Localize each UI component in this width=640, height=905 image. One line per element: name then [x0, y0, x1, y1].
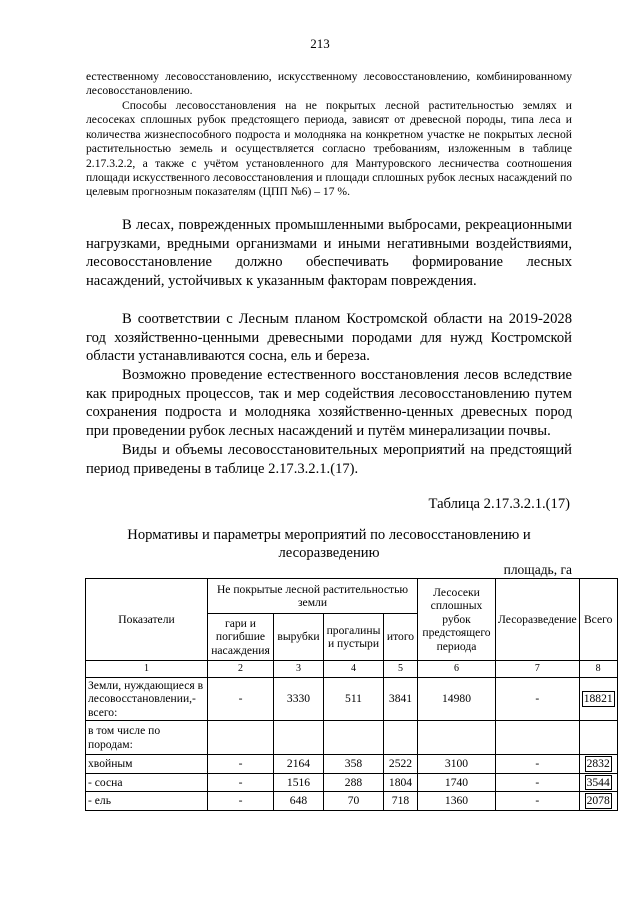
column-number: 4	[324, 661, 384, 678]
header-afforestation: Лесоразведение	[496, 579, 580, 661]
total-value: 2832	[586, 757, 610, 770]
table-cell: -	[208, 677, 274, 721]
unit-label: площадь, га	[503, 562, 572, 577]
table-cell	[418, 721, 496, 755]
table-cell	[274, 721, 324, 755]
table-cell: 1740	[418, 773, 496, 792]
table-cell: -	[496, 773, 580, 792]
total-value: 18821	[583, 692, 613, 705]
table-cell: 718	[384, 792, 418, 811]
header-clearings: вырубки	[274, 614, 324, 661]
table-cell: 1516	[274, 773, 324, 792]
row-label: хвойным	[86, 755, 208, 774]
table-cell	[579, 792, 617, 811]
column-number: 6	[418, 661, 496, 678]
table-cell: 3100	[418, 755, 496, 774]
header-glades: прогалины и пустыри	[324, 614, 384, 661]
paragraph-2: Способы лесовосстановления на не покрытых лесной растительностью землях и лесосеках сплошных рубок предстоящего периода, зависят от древесной породы, типа леса и количества жизнеспособного подроста и молодняка на конкретном участке не покрытых лесной растительностью земель и осуществляется согласно требованиям, изложенным в таблице 2.17.3.2.2, а также с учётом установленного для Мантуровского лесничества соотношения площади искусственного лесовосстановления и площади сплошных рубок лесных насаждений по целевым прогнозным показателям (ЦПП №6) – 17 %.	[86, 99, 572, 199]
header-cutting-areas: Лесосеки сплошных рубок предстоящего периода	[418, 579, 496, 661]
table-row	[86, 677, 618, 721]
table-cell	[324, 721, 384, 755]
header-uncovered: Не покрытые лесной растительностью земли	[208, 579, 418, 614]
table-cell: 288	[324, 773, 384, 792]
table-cell	[579, 677, 617, 721]
paragraph-4: В соответствии с Лесным планом Костромской области на 2019-2028 год хозяйственно-ценными древесными породами для нужд Костромской области устанавливаются сосна, ель и береза.	[86, 311, 572, 364]
table-cell	[579, 773, 617, 792]
paragraph-3: В лесах, поврежденных промышленными выбросами, рекреационными нагрузками, вредными организмами и иными негативными воздействиями, лесовосстановление должно обеспечивать формирование лесных насаждений, устойчивых к указанным факторам повреждения.	[86, 217, 572, 289]
table-row	[86, 773, 618, 792]
table-cell: -	[496, 755, 580, 774]
paragraph-5: Возможно проведение естественного восстановления лесов вследствие как природных процессов, так и мер содействия лесовосстановлению путем сохранения подроста и молодняка хозяйственно-ценных древесных пород при проведении рубок лесных насаждений и путём минерализации почвы.	[86, 367, 572, 439]
column-number: 8	[579, 661, 617, 678]
table-cell: 14980	[418, 677, 496, 721]
column-number: 5	[384, 661, 418, 678]
column-number: 3	[274, 661, 324, 678]
table-cell	[579, 721, 617, 755]
table-cell: 511	[324, 677, 384, 721]
header-total: Всего	[579, 579, 617, 661]
table-row	[86, 721, 618, 755]
paragraph-1: естественному лесовосстановлению, искусственному лесовосстановлению, комбинированному лесовосстановлению.	[86, 70, 572, 98]
table-cell: -	[496, 792, 580, 811]
column-number: 2	[208, 661, 274, 678]
table-cell	[208, 721, 274, 755]
table-cell: 70	[324, 792, 384, 811]
paragraph-6: Виды и объемы лесовосстановительных мероприятий на предстоящий период приведены в таблице 2.17.3.2.1.(17).	[86, 442, 572, 477]
column-number: 7	[496, 661, 580, 678]
header-indicators: Показатели	[86, 579, 208, 661]
table-row	[86, 792, 618, 811]
header-subtotal: итого	[384, 614, 418, 661]
row-label: - ель	[86, 792, 208, 811]
total-value: 2078	[586, 794, 610, 807]
page-number: 213	[310, 36, 330, 51]
row-label: Земли, нуждающиеся в лесовосстановлении,-всего:	[86, 677, 208, 721]
table-cell: -	[208, 792, 274, 811]
table-cell: 648	[274, 792, 324, 811]
table-cell: 358	[324, 755, 384, 774]
row-label: в том числе по породам:	[86, 721, 208, 755]
total-value: 3544	[586, 775, 610, 789]
row-label: - сосна	[86, 773, 208, 792]
table-cell	[579, 755, 617, 774]
table-cell: -	[208, 755, 274, 774]
table-cell: 3330	[274, 677, 324, 721]
table-cell	[496, 721, 580, 755]
table-label: Таблица 2.17.3.2.1.(17)	[428, 496, 570, 512]
table-title: Нормативы и параметры мероприятий по лесовосстановлению и лесоразведению	[127, 527, 531, 561]
table-cell: 3841	[384, 677, 418, 721]
table-cell: 2164	[274, 755, 324, 774]
table-cell: 2522	[384, 755, 418, 774]
table-row	[86, 755, 618, 774]
header-burnt: гари и погибшие насаждения	[208, 614, 274, 661]
table-cell: 1804	[384, 773, 418, 792]
data-table	[85, 578, 618, 811]
table-cell: 1360	[418, 792, 496, 811]
column-number: 1	[86, 661, 208, 678]
table-cell: -	[496, 677, 580, 721]
table-cell	[384, 721, 418, 755]
table-cell: -	[208, 773, 274, 792]
